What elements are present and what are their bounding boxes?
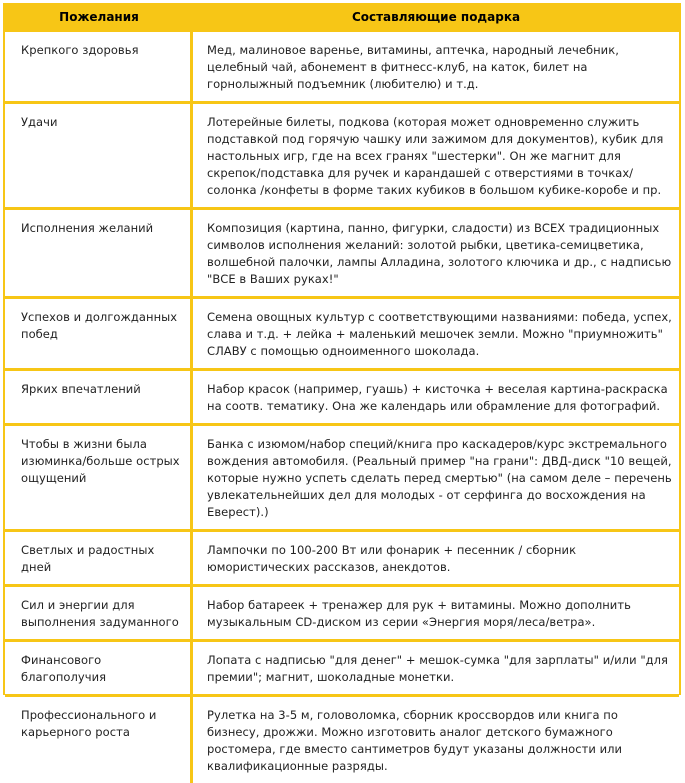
- gift-cell: Набор красок (например, гуашь) + кисточка + веселая картина-раскраска на соотв. тематику. Она же календарь или обрамление для фотографий.: [193, 368, 679, 423]
- wish-cell: Финансового благополучия: [5, 639, 193, 694]
- wish-cell: Чтобы в жизни была изюминка/больше острых ощущений: [5, 423, 193, 529]
- gift-cell: Семена овощных культур с соответствующими названиями: победа, успех, слава и т.д. + лейка + маленький мешочек земли. Можно "приумножить" СЛАВУ с помощью одноименного шоколада.: [193, 296, 679, 368]
- table-row: [5, 296, 679, 368]
- table-row: [5, 694, 679, 783]
- gift-cell: Лопата с надписью "для денег" + мешок-сумка "для зарплаты" и/или "для премии"; магнит, шоколадные монетки.: [193, 639, 679, 694]
- header-gift-components: Составляющие подарка: [193, 5, 679, 29]
- table-row: [5, 207, 679, 296]
- table-row: [5, 368, 679, 423]
- gift-cell: Лотерейные билеты, подкова (которая может одновременно служить подставкой под горячую чашку или зажимом для документов), кубик для настольных игр, где на всех гранях "шестерки". Он же магнит для скрепок/подставка для ручек и карандашей с отверстиями в точках/солонка /конфеты в форме таких кубиков в большом кубике-коробе и пр.: [193, 101, 679, 207]
- wish-cell: Удачи: [5, 101, 193, 207]
- header-wishes: Пожелания: [5, 5, 193, 29]
- table-row: [5, 639, 679, 694]
- table-row: [5, 584, 679, 639]
- gift-cell: Композиция (картина, панно, фигурки, сладости) из ВСЕХ традиционных символов исполнения желаний: золотой рыбки, цветика-семицветика, волшебной палочки, лампы Алладина, золотого ключика и др., с надписью "ВСЕ в Ваших руках!": [193, 207, 679, 296]
- table-row: [5, 29, 679, 101]
- gift-cell: Мед, малиновое варенье, витамины, аптечка, народный лечебник, целебный чай, абонемент в фитнесс-клуб, на каток, билет на горнолыжный подъемник (любителю) и т.д.: [193, 29, 679, 101]
- gift-cell: Набор батареек + тренажер для рук + витамины. Можно дополнить музыкальным CD-диском из серии «Энергия моря/леса/ветра».: [193, 584, 679, 639]
- wish-cell: Сил и энергии для выполнения задуманного: [5, 584, 193, 639]
- wish-cell: Светлых и радостных дней: [5, 529, 193, 584]
- wish-cell: Профессионального и карьерного роста: [5, 694, 193, 783]
- gift-cell: Банка с изюмом/набор специй/книга про каскадеров/курс экстремального вождения автомобиля. (Реальный пример "на грани": ДВД-диск "10 вещей, которые нужно успеть сделать перед смертью" (на самом деле – перечень увлекательнейших дел для молодых - от серфинга до восхождения на Еверест).): [193, 423, 679, 529]
- gift-table-frame: [3, 3, 681, 773]
- wish-cell: Ярких впечатлений: [5, 368, 193, 423]
- gift-cell: Лампочки по 100-200 Вт или фонарик + песенник / сборник юмористических рассказов, анекдотов.: [193, 529, 679, 584]
- wish-cell: Успехов и долгожданных побед: [5, 296, 193, 368]
- table-row: [5, 423, 679, 529]
- wish-cell: Исполнения желаний: [5, 207, 193, 296]
- gift-cell: Рулетка на 3-5 м, головоломка, сборник кроссвордов или книга по бизнесу, дрожжи. Можно изготовить аналог детского бумажного ростомера, где вместо сантиметров будут указаны должности или квалификационные разряды.: [193, 694, 679, 783]
- table-header-row: [5, 5, 679, 29]
- wish-cell: Крепкого здоровья: [5, 29, 193, 101]
- table-row: [5, 101, 679, 207]
- gift-table: [5, 5, 679, 783]
- table-row: [5, 529, 679, 584]
